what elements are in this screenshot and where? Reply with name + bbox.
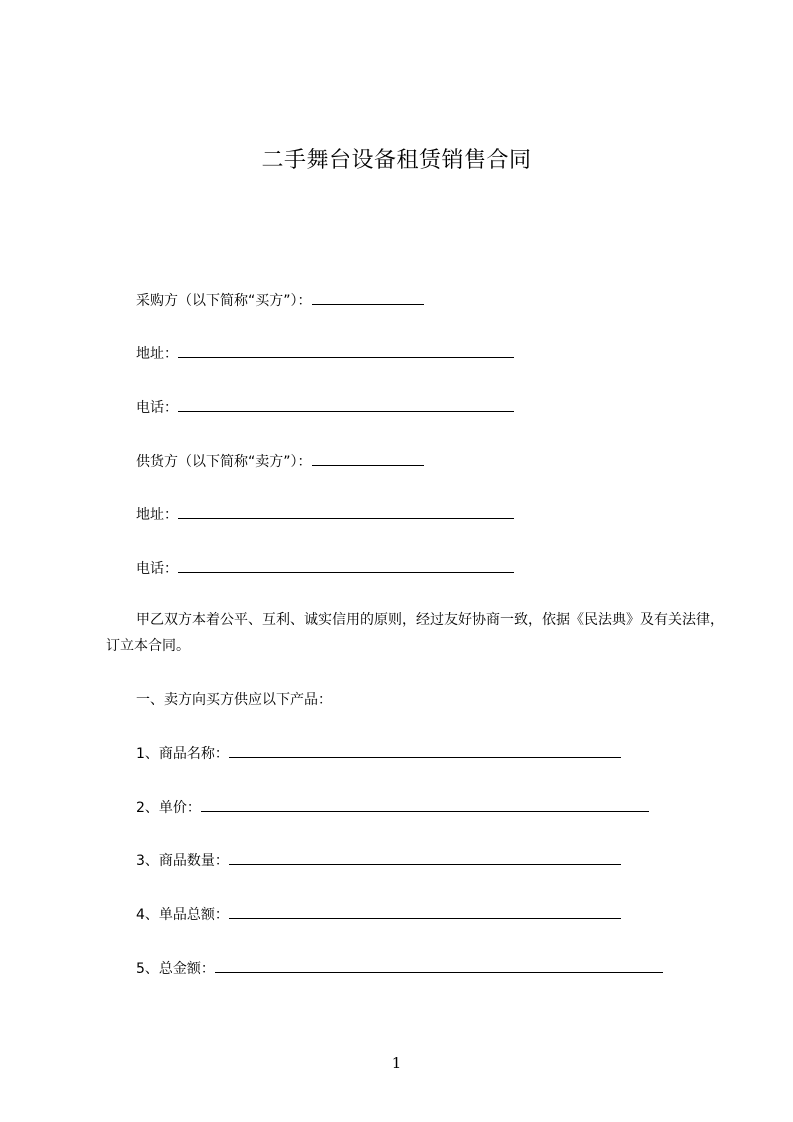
item-label: 2、单价： [136, 800, 201, 816]
item-blank [229, 904, 621, 919]
item-item-total [136, 904, 621, 926]
buyer-line [136, 290, 424, 312]
seller-address-label: 地址： [136, 507, 178, 523]
seller-phone-label: 电话： [136, 561, 178, 577]
seller-address-line [136, 504, 514, 526]
seller-label: 供货方（以下简称“卖方”）： [136, 454, 312, 470]
buyer-phone-blank [178, 397, 514, 412]
buyer-address-line [136, 343, 514, 365]
item-label: 3、商品数量： [136, 853, 229, 869]
page-number: 1 [391, 1054, 402, 1072]
item-blank [229, 743, 621, 758]
buyer-name-blank [312, 290, 424, 305]
item-product-name [136, 743, 621, 765]
item-blank [215, 958, 663, 973]
contract-title: 二手舞台设备租赁销售合同 [261, 148, 532, 173]
buyer-phone-label: 电话： [136, 400, 178, 416]
seller-phone-blank [178, 558, 514, 573]
item-label: 5、总金额： [136, 961, 215, 977]
seller-phone-line [136, 558, 514, 580]
item-label: 4、单品总额： [136, 907, 229, 923]
seller-line [136, 451, 424, 473]
buyer-address-blank [178, 343, 514, 358]
buyer-phone-line [136, 397, 514, 419]
item-grand-total [136, 958, 663, 980]
section1-heading: 一、卖方向买方供应以下产品： [136, 692, 332, 708]
buyer-label: 采购方（以下简称“买方”）： [136, 293, 312, 309]
item-quantity [136, 850, 621, 872]
item-unit-price [136, 797, 649, 819]
seller-name-blank [312, 451, 424, 466]
item-label: 1、商品名称： [136, 746, 229, 762]
item-blank [229, 850, 621, 865]
item-blank [201, 797, 649, 812]
buyer-address-label: 地址： [136, 346, 178, 362]
intro-paragraph: 甲乙双方本着公平、互利、诚实信用的原则，经过友好协商一致，依据《民法典》及有关法律，订立本合同。 [106, 612, 724, 654]
seller-address-blank [178, 504, 514, 519]
